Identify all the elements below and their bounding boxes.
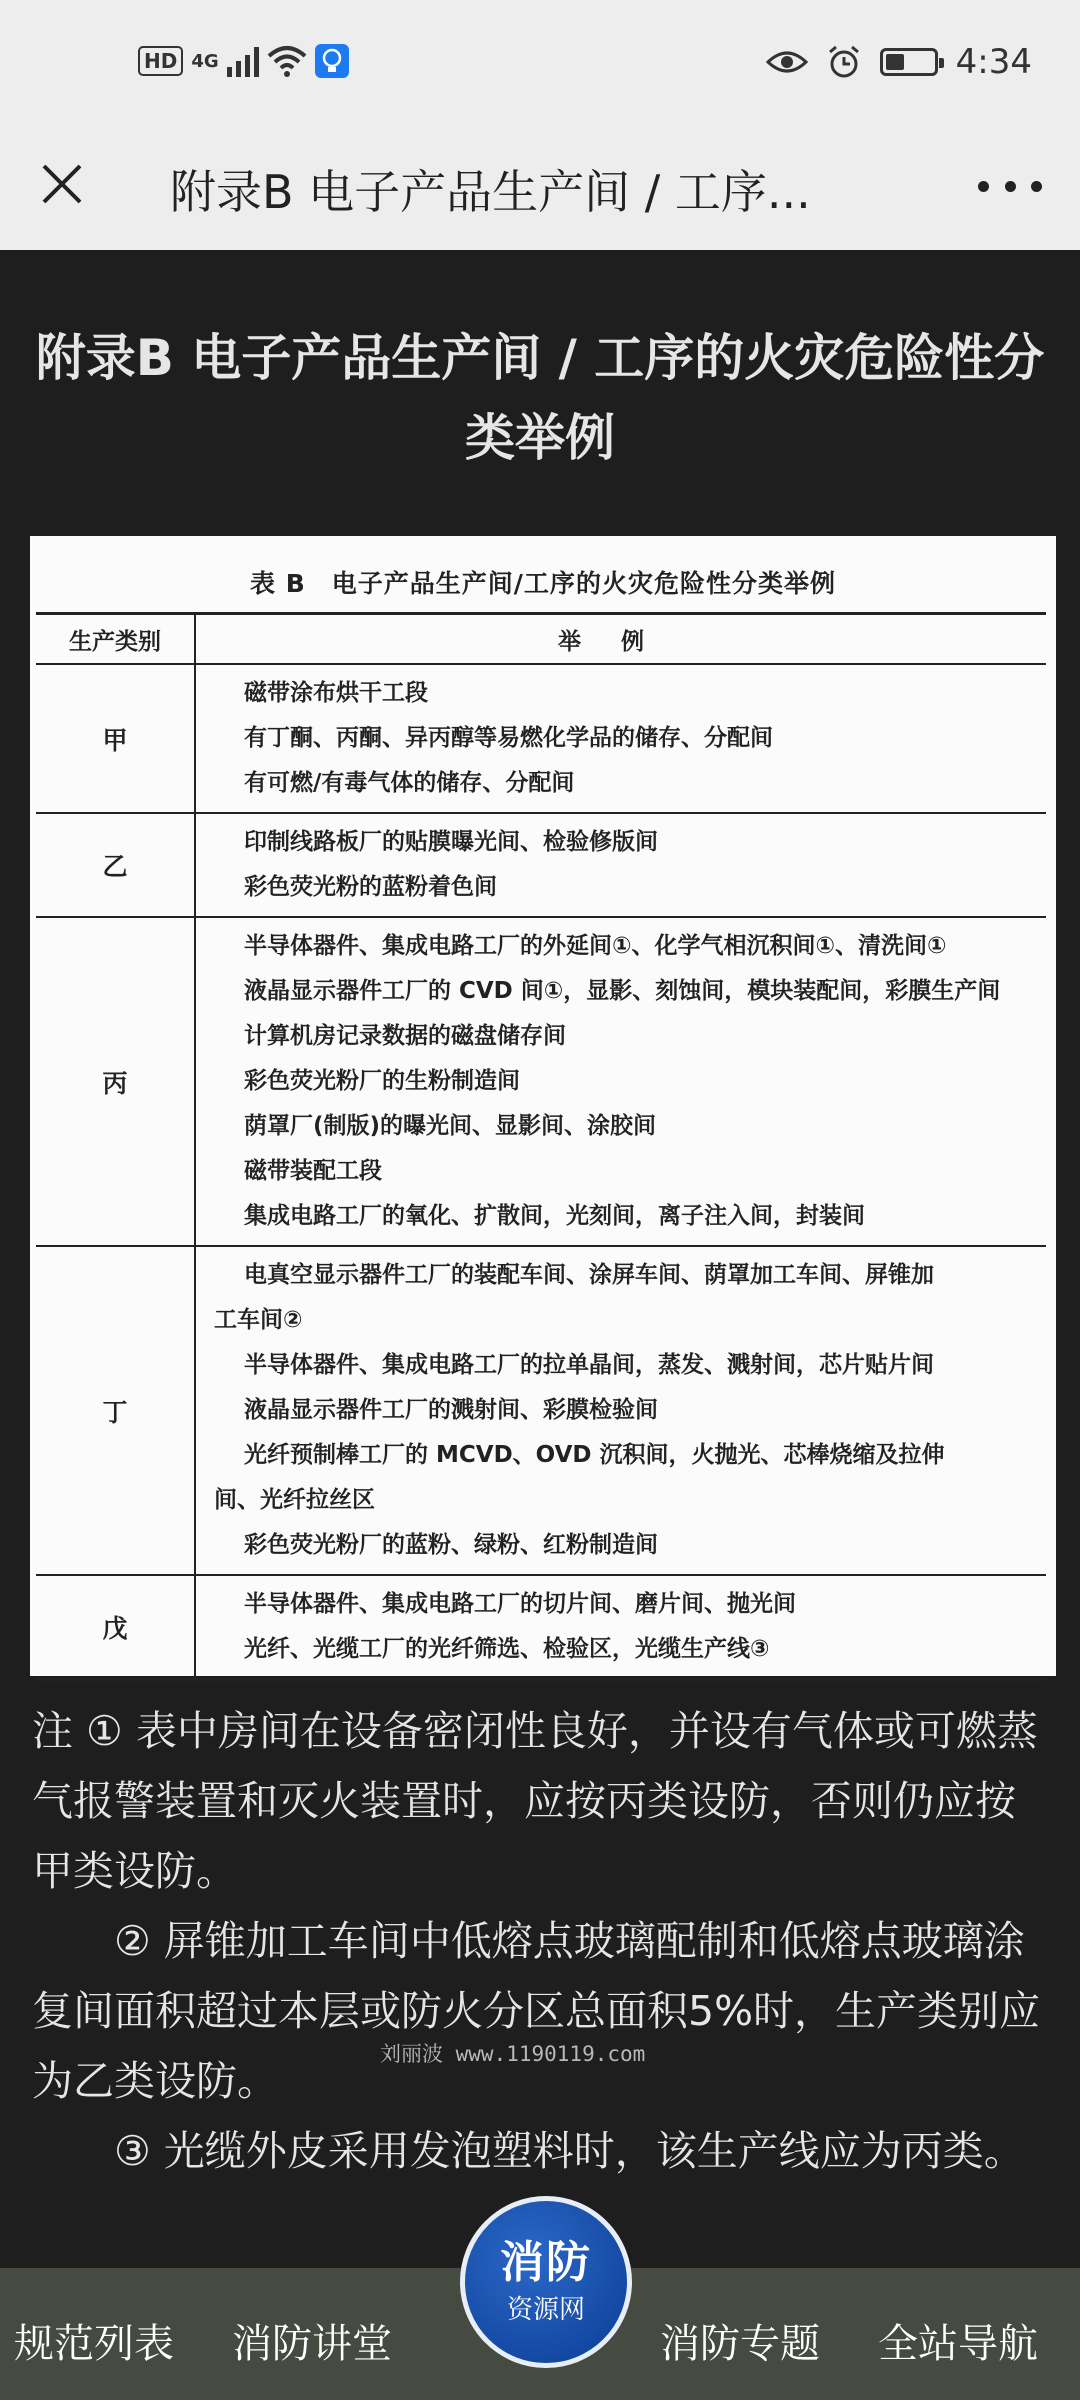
- example-line: 半导体器件、集成电路工厂的外延间①、化学气相沉积间①、清洗间①: [244, 933, 947, 959]
- battery-icon: [880, 48, 938, 76]
- status-right: [766, 42, 1032, 82]
- note-1: 注 ① 表中房间在设备密闭性良好，并设有气体或可燃蒸气报警装置和灭火装置时，应按丙类设防，否则仍应按甲类设防。: [32, 1707, 1038, 1895]
- table-caption: 表 B 电子产品生产间/工序的火灾危险性分类举例: [250, 569, 836, 598]
- battery-fill: [886, 54, 904, 70]
- example-line: 彩色荧光粉厂的蓝粉、绿粉、红粉制造间: [244, 1532, 658, 1558]
- example-line: 光纤、光缆工厂的光纤筛选、检验区，光缆生产线③: [244, 1636, 770, 1662]
- header-category: 生产类别: [36, 615, 196, 663]
- logo-main-text: 消防: [500, 2237, 592, 2288]
- alarm-icon: [826, 44, 862, 80]
- example-line: 彩色荧光粉厂的生粉制造间: [244, 1068, 520, 1094]
- examples-cell: [196, 1576, 1046, 1678]
- example-line: 有丁酮、丙酮、异丙醇等易燃化学品的储存、分配间: [244, 725, 773, 751]
- nav-item-fire-topics[interactable]: 消防专题: [660, 2321, 820, 2367]
- category-cell: 乙: [36, 814, 196, 916]
- site-logo[interactable]: [460, 2196, 632, 2368]
- examples-cell: [196, 665, 1046, 812]
- table-row: [36, 1247, 1046, 1576]
- examples-cell: [196, 1247, 1046, 1574]
- table-image: [30, 536, 1056, 1676]
- example-line: 集成电路工厂的氧化、扩散间，光刻间，离子注入间，封装间: [244, 1203, 865, 1229]
- table-row: [36, 1576, 1046, 1678]
- example-line: 印制线路板厂的贴膜曝光间、检验修版间: [244, 829, 658, 855]
- nav-item-spec-list[interactable]: 规范列表: [14, 2321, 174, 2367]
- close-icon[interactable]: [34, 156, 90, 212]
- table-row: [36, 918, 1046, 1247]
- table-body: [36, 665, 1046, 1678]
- examples-cell: [196, 918, 1046, 1245]
- status-left: [138, 44, 349, 78]
- nav-item-fire-lectures[interactable]: 消防讲堂: [232, 2321, 392, 2367]
- network-type: 4G: [191, 50, 219, 72]
- table-header: [36, 615, 1046, 665]
- category-cell: 丁: [36, 1247, 196, 1574]
- example-line: 间、光纤拉丝区: [214, 1487, 375, 1513]
- example-line: 计算机房记录数据的磁盘储存间: [244, 1023, 566, 1049]
- signal-icon: [227, 45, 259, 77]
- title-bar: [0, 130, 1080, 250]
- example-line: 液晶显示器件工厂的溅射间、彩膜检验间: [244, 1397, 658, 1423]
- status-bar: [0, 0, 1080, 130]
- notes: [32, 1696, 1052, 2186]
- classification-table: [36, 612, 1046, 1681]
- wifi-icon: [267, 44, 307, 78]
- nav-item-site-nav[interactable]: 全站导航: [878, 2321, 1038, 2367]
- example-line: 有可燃/有毒气体的储存、分配间: [244, 770, 575, 796]
- note-2: ② 屏锥加工车间中低熔点玻璃配制和低熔点玻璃涂复间面积超过本层或防火分区总面积5%时，生产类别应为乙类设防。: [32, 1917, 1041, 2105]
- lightbulb-icon: [315, 44, 349, 78]
- example-line: 荫罩厂(制版)的曝光间、显影间、涂胶间: [244, 1113, 657, 1139]
- example-line: 半导体器件、集成电路工厂的拉单晶间，蒸发、溅射间，芯片贴片间: [244, 1352, 934, 1378]
- example-line: 磁带涂布烘干工段: [244, 680, 428, 706]
- table-row: [36, 814, 1046, 918]
- note-3: ③ 光缆外皮采用发泡塑料时，该生产线应为丙类。: [114, 2127, 1025, 2175]
- example-line: 磁带装配工段: [244, 1158, 382, 1184]
- table-row: [36, 665, 1046, 814]
- example-line: 工车间②: [214, 1307, 303, 1333]
- example-line: 光纤预制棒工厂的 MCVD、OVD 沉积间，火抛光、芯棒烧缩及拉伸: [244, 1442, 945, 1468]
- eye-icon: [766, 48, 808, 76]
- logo-sub-text: 资源网: [506, 2295, 585, 2325]
- category-cell: 丙: [36, 918, 196, 1245]
- page-title: 附录B 电子产品生产间 / 工序...: [170, 165, 811, 219]
- example-line: 彩色荧光粉的蓝粉着色间: [244, 874, 497, 900]
- example-line: 电真空显示器件工厂的装配车间、涂屏车间、荫罩加工车间、屏锥加: [244, 1262, 934, 1288]
- examples-cell: [196, 814, 1046, 916]
- category-cell: 甲: [36, 665, 196, 812]
- example-line: 半导体器件、集成电路工厂的切片间、磨片间、抛光间: [244, 1591, 796, 1617]
- header-examples: 举例: [558, 628, 684, 655]
- clock: 4:34: [955, 42, 1032, 82]
- more-options-icon[interactable]: [978, 166, 1042, 206]
- article-title: 附录B 电子产品生产间 / 工序的火灾危险性分类举例: [35, 329, 1045, 467]
- example-line: 液晶显示器件工厂的 CVD 间①，显影、刻蚀间，模块装配间，彩膜生产间: [244, 978, 1001, 1004]
- hd-icon: HD: [138, 46, 183, 76]
- category-cell: 戊: [36, 1576, 196, 1678]
- watermark: 刘丽波 www.1190119.com: [380, 2042, 646, 2066]
